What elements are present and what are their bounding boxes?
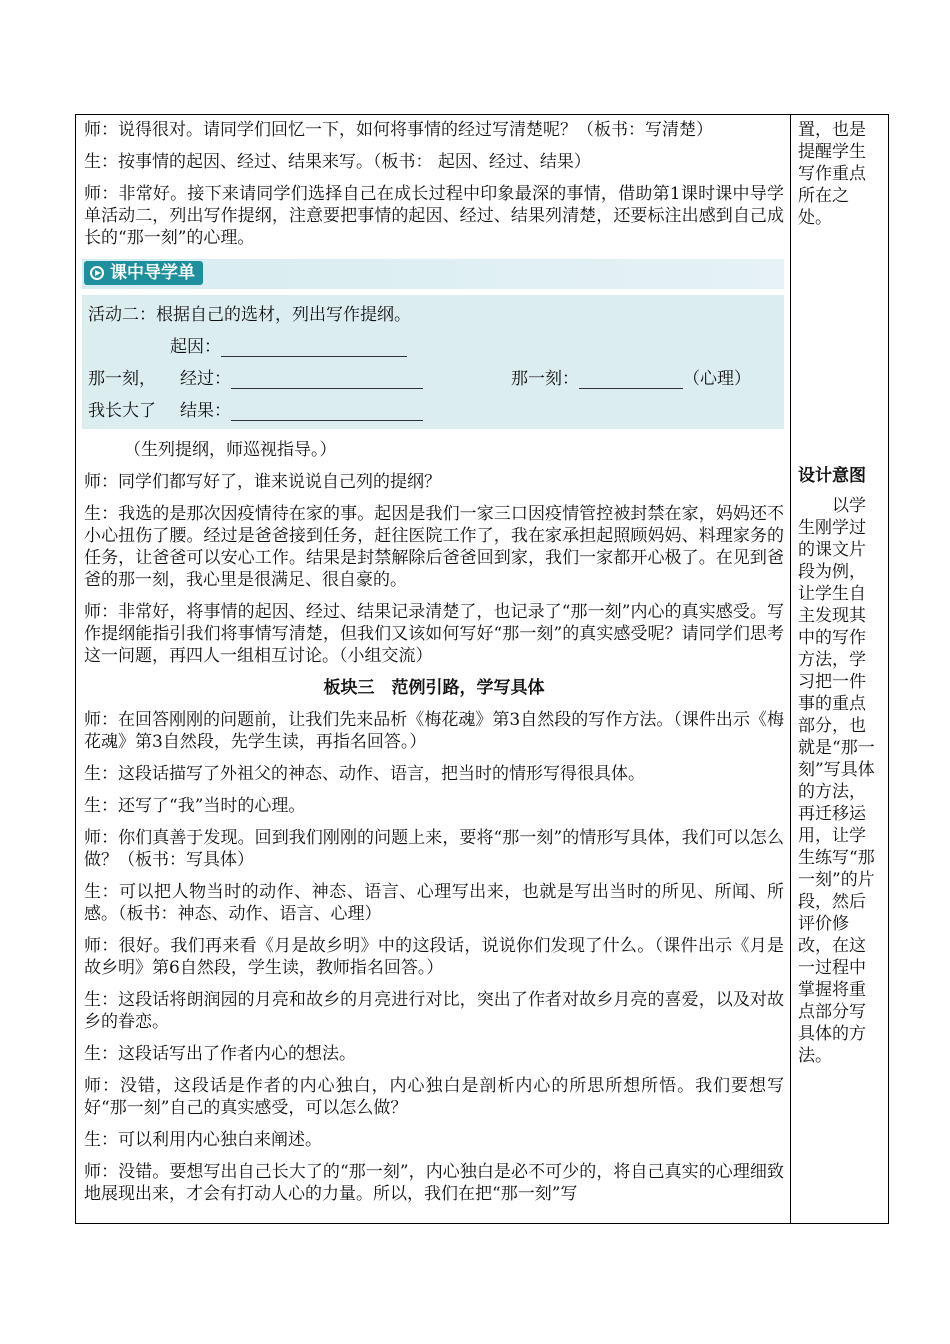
paragraph: 生：这段话将朗润园的月亮和故乡的月亮进行对比，突出了作者对故乡月亮的喜爱，以及对故乡的眷恋。 [84,990,784,1032]
side-note-top: 置，也是提醒学生写作重点所在之处。 [798,120,866,228]
worksheet-box [82,295,784,429]
worksheet-title-text: 活动二：根据自己的选材，列出写作提纲。 [88,305,411,325]
design-intent-title: 设计意图 [798,466,866,486]
paragraph: 师：没错。要想写出自己长大了的“那一刻”，内心独白是必不可少的，将自己真实的心理细致地展现出来，才会有打动人心的力量。所以，我们在把“那一刻”写 [84,1162,784,1204]
worksheet-banner [82,259,784,289]
paragraph: 师：没错，这段话是作者的内心独白，内心独白是剖析内心的所思所想所悟。我们要想写好“那一刻”自己的真实感受，可以怎么做？ [84,1076,784,1118]
column-divider [790,115,791,1223]
paragraph: 师：说得很对。请同学们回忆一下，如何将事情的经过写清楚呢？（板书：写清楚） [84,120,713,140]
result-blank[interactable] [231,402,423,421]
worksheet-row-process [88,363,778,395]
play-circle-icon [90,266,104,280]
paragraph: 师：同学们都写好了，谁来说说自己列的提纲？ [84,472,441,492]
paragraph: 师：非常好。接下来请同学们选择自己在成长过程中印象最深的事情，借助第1课时课中导学单活动二，列出写作提纲，注意要把事情的起因、经过、结果列清楚，还要标注出感到自己成长的“那一刻”的心理。 [84,184,784,248]
main-column [84,119,784,1215]
moment-label: 那一刻： [511,369,579,389]
left-label-1: 那一刻， [88,369,156,389]
design-intent-text: 以学生刚学过的课文片段为例，让学生自主发现其中的写作方法，学习把一件事的重点部分，也就是“那一刻”写具体的方法，再迁移运用，让学生练写“那一刻”的片段，然后评价修改，在这一过程中掌握将重点部分写具体的方法。 [798,496,875,1066]
paragraph: 师：非常好，将事情的起因、经过、结果记录清楚了，也记录了“那一刻”内心的真实感受。写作提纲能指引我们将事情写清楚，但我们又该如何写好“那一刻”的真实感受呢？请同学们思考这一问题，再四人一组相互讨论。（小组交流） [84,602,784,666]
worksheet-row-cause [88,331,778,363]
paragraph: 生：可以把人物当时的动作、神态、语言、心理写出来，也就是写出当时的所见、所闻、所感。（板书：神态、动作、语言、心理） [84,882,784,924]
paragraph: 生：可以利用内心独白来阐述。 [84,1130,322,1150]
paragraph: 师：在回答刚刚的问题前，让我们先来品析《梅花魂》第3自然段的写作方法。（课件出示《梅花魂》第3自然段，先学生读，再指名回答。） [84,710,784,752]
paragraph: 生：这段话描写了外祖父的神态、动作、语言，把当时的情形写得很具体。 [84,764,645,784]
process-blank[interactable] [231,370,423,389]
moment-blank[interactable] [579,370,683,389]
paragraph: 生：我选的是那次因疫情待在家的事。起因是我们一家三口因疫情管控被封禁在家，妈妈还不小心扭伤了腰。经过是爸爸接到任务，赶往医院工作了，我在家承担起照顾妈妈、料理家务的任务，让爸爸可以安心工作。结果是封禁解除后爸爸回到家，我们一家都开心极了。在见到爸爸的那一刻，我心里是很满足、很自豪的。 [84,504,784,590]
process-label: 经过： [180,369,231,389]
paragraph: （生列提纲，师巡视指导。） [124,440,337,460]
left-label-2: 我长大了 [88,401,156,421]
banner-label: 课中导学单 [110,263,195,283]
cause-blank[interactable] [221,338,407,357]
worksheet-title [88,299,778,331]
paragraph: 师：你们真善于发现。回到我们刚刚的问题上来，要将“那一刻”的情形写具体，我们可以怎么做？（板书：写具体） [84,828,784,870]
result-label: 结果： [180,401,231,421]
banner-tag [84,261,203,285]
paragraph: 生：还写了“我”当时的心理。 [84,796,306,816]
side-column [798,119,878,1067]
mind-label: （心理） [683,369,751,389]
worksheet-row-result [88,395,778,427]
cause-label: 起因： [170,337,221,357]
paragraph: 师：很好。我们再来看《月是故乡明》中的这段话，说说你们发现了什么。（课件出示《月是故乡明》第6自然段，学生读，教师指名回答。） [84,936,784,978]
lesson-table [75,114,889,1224]
paragraph: 生：这段话写出了作者内心的想法。 [84,1044,356,1064]
paragraph: 生：按事情的起因、经过、结果来写。（板书： 起因、经过、结果） [84,152,591,172]
section-title: 板块三 范例引路，学写具体 [323,678,545,698]
